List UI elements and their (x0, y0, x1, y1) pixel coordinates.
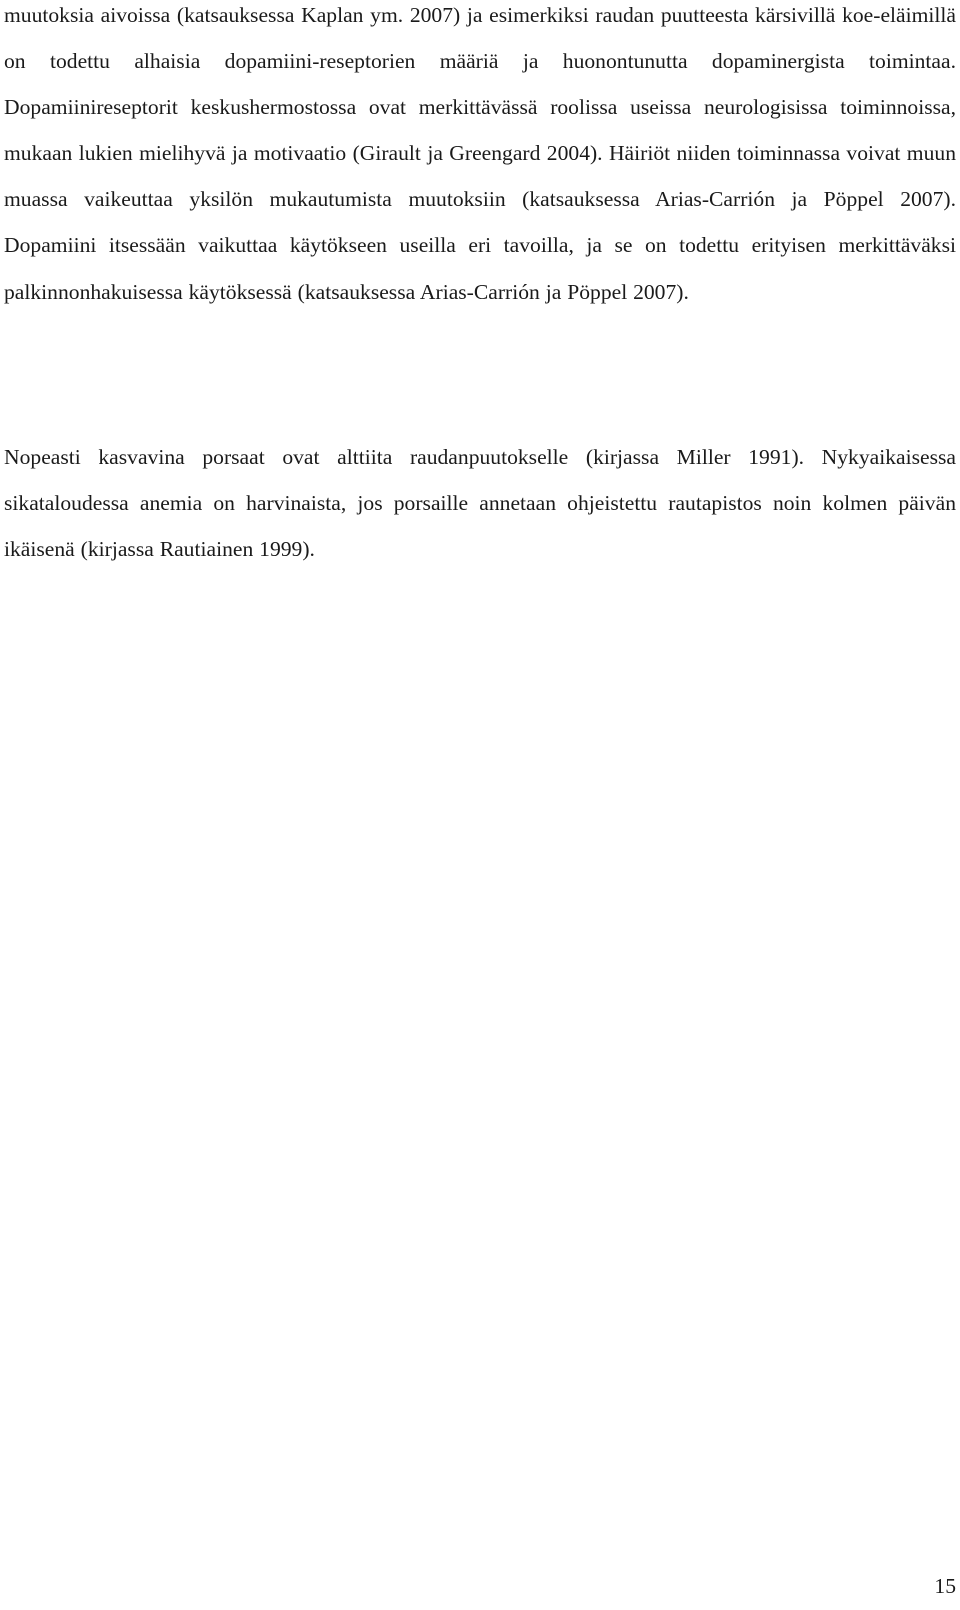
body-paragraph-piglets: Nopeasti kasvavina porsaat ovat alttiita raudanpuutokselle (kirjassa Miller 1991). Nykyaikaisessa sikataloudessa anemia on harvinaista, jos porsaille annetaan ohjeistettu rautapistos noin kolmen päivän ikäisenä (kirjassa Rautiainen 1999). (4, 445, 956, 562)
page-number: 15 (934, 1574, 956, 1598)
body-paragraph-dopamine: muutoksia aivoissa (katsauksessa Kaplan ym. 2007) ja esimerkiksi raudan puutteesta kärsivillä koe-eläimillä on todettu alhaisia dopamiini-reseptorien määriä ja huonontunutta dopaminergista toimintaa. Dopamiinireseptorit keskushermostossa ovat merkittävässä roolissa useissa neurologisissa toiminnoissa, mukaan lukien mielihyvä ja motivaatio (Girault ja Greengard 2004). Häiriöt niiden toiminnassa voivat muun muassa vaikeuttaa yksilön mukautumista muutoksiin (katsauksessa Arias-Carrión ja Pöppel 2007). Dopamiini itsessään vaikuttaa käytökseen useilla eri tavoilla, ja se on todettu erityisen merkittäväksi palkinnonhakuisessa käytöksessä (katsauksessa Arias-Carrión ja Pöppel 2007). (4, 3, 956, 304)
